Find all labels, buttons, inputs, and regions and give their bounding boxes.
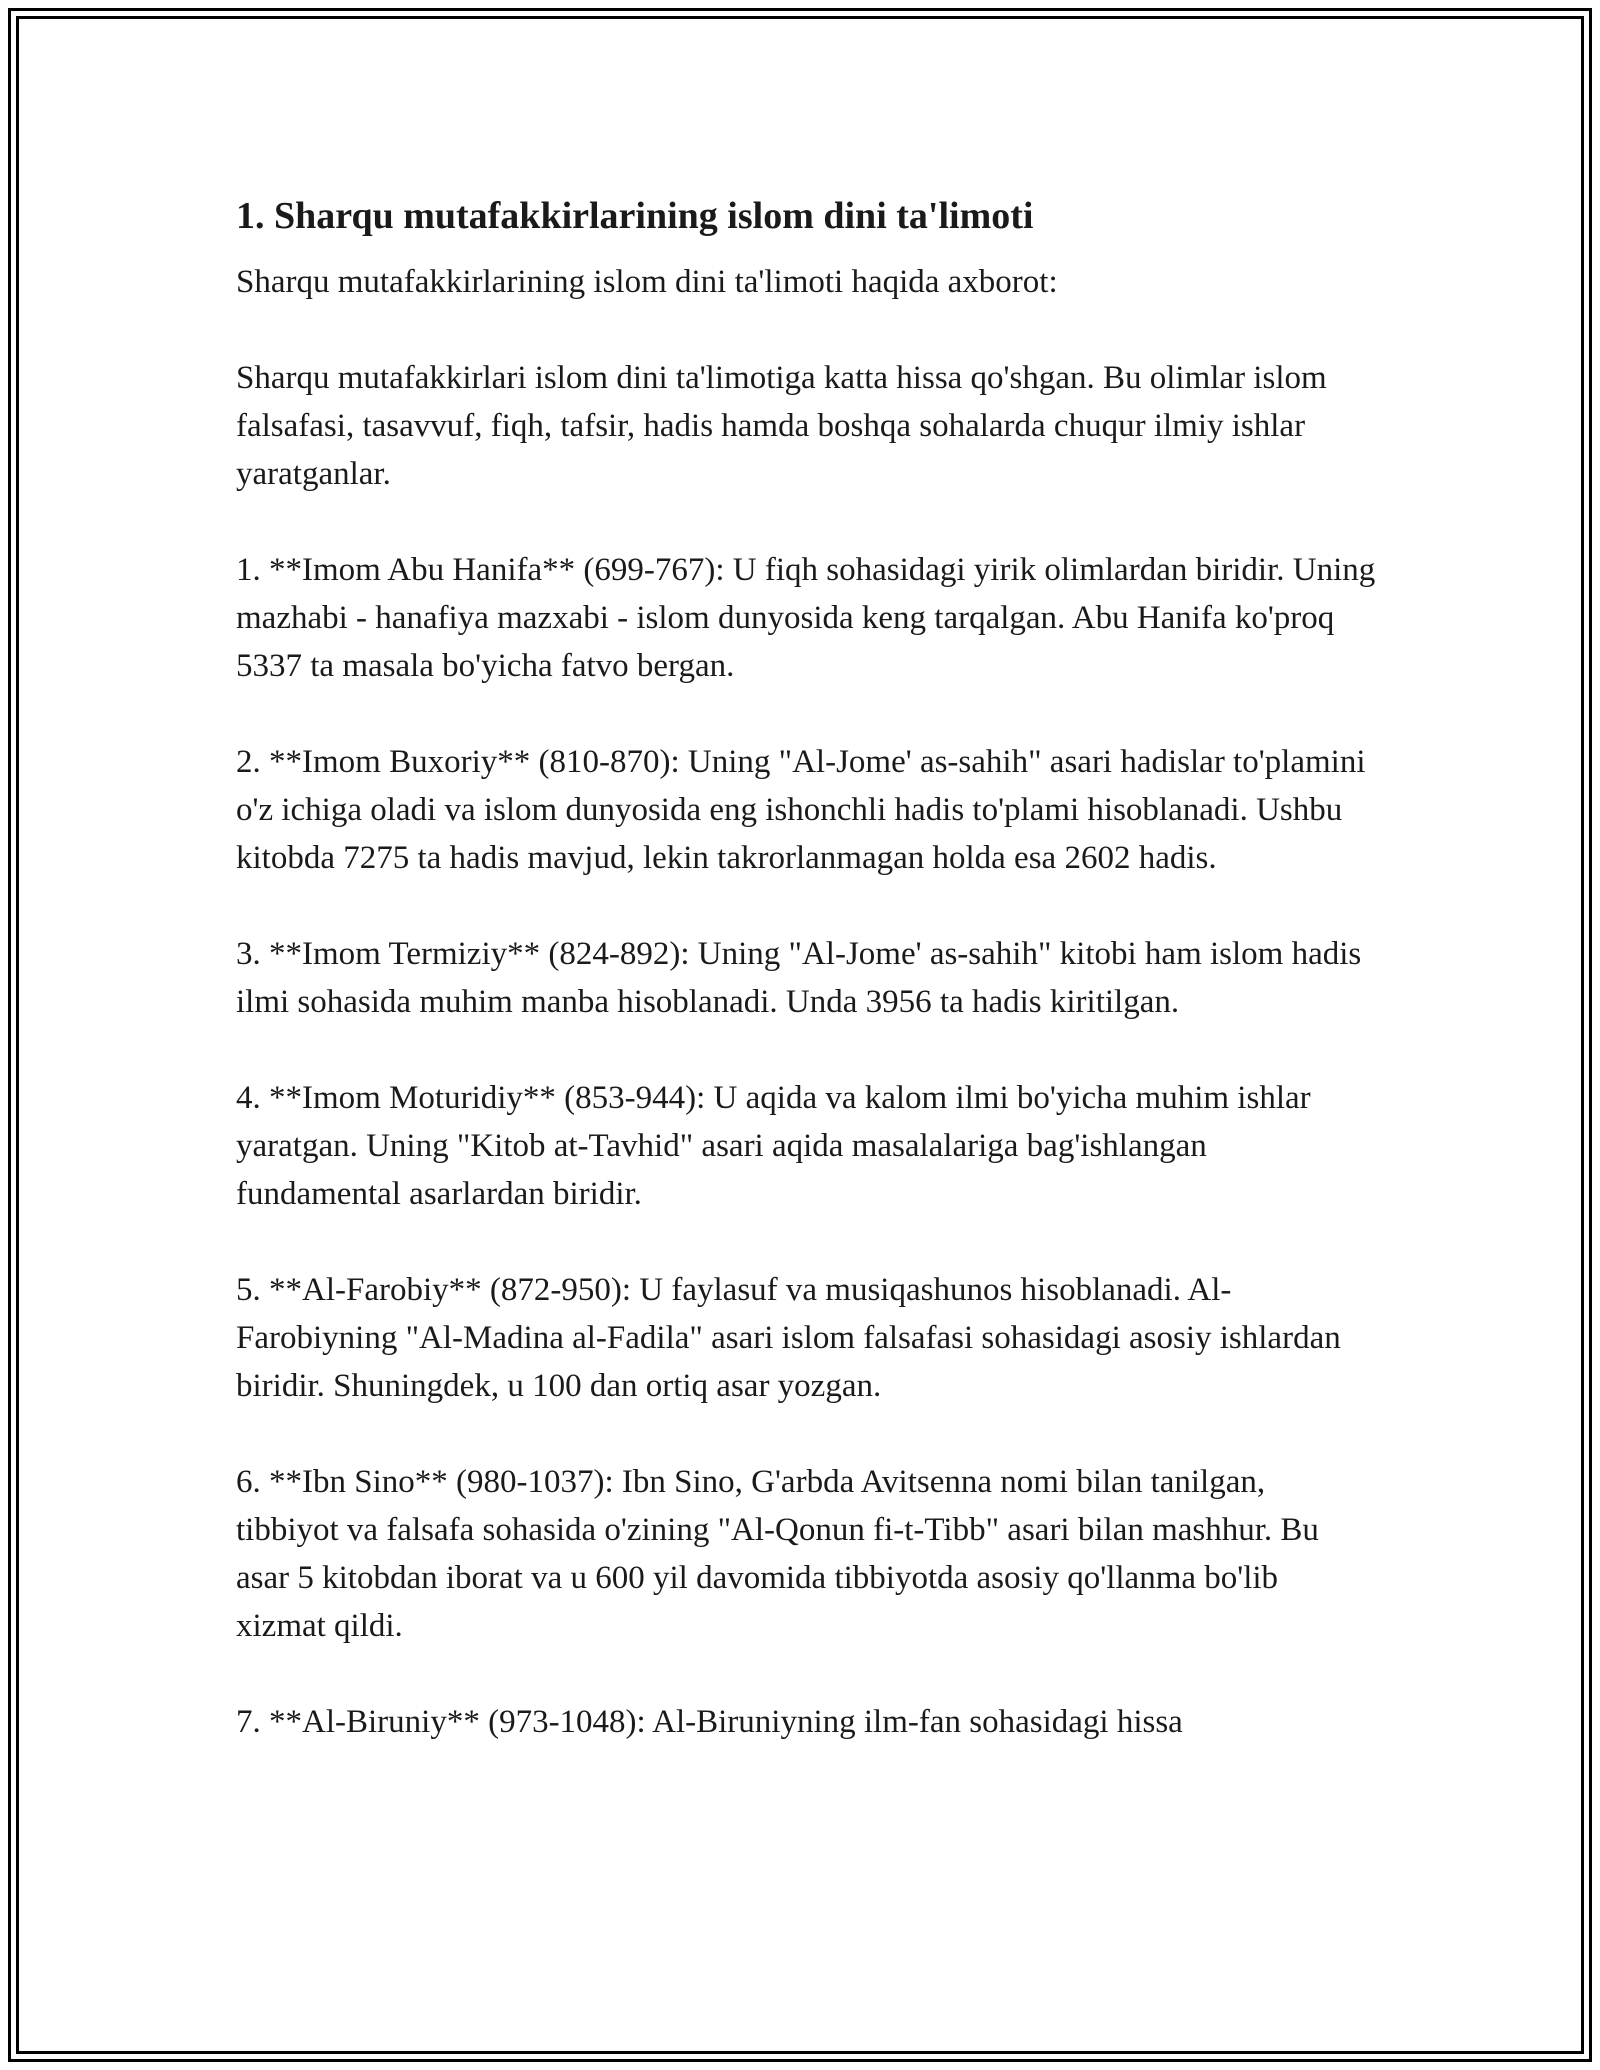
paragraph-buxoriy: 2. **Imom Buxoriy** (810-870): Uning "Al-Jome' as-sahih" asari hadislar to'plamini o'z ichiga oladi va islom dunyosida eng ishonchli hadis to'plami hisoblanadi. Ushbu kitobda 7275 ta hadis mavjud, lekin takrorlanmagan holda esa 2602 hadis. (236, 744, 1366, 876)
paragraph-farobiy: 5. **Al-Farobiy** (872-950): U faylasuf va musiqashunos hisoblanadi. Al-Farobiyning "Al-Madina al-Fadila" asari islom falsafasi sohasidagi asosiy ishlardan biridir. Shuningdek, u 100 dan ortiq asar yozgan. (236, 1272, 1341, 1404)
paragraph-biruniy: 7. **Al-Biruniy** (973-1048): Al-Biruniyning ilm-fan sohasidagi hissa (236, 1704, 1183, 1740)
paragraph-ibn-sino: 6. **Ibn Sino** (980-1037): Ibn Sino, G'arbda Avitsenna nomi bilan tanilgan, tibbiyot va falsafa sohasida o'zining "Al-Qonun fi-t-Tibb" asari bilan mashhur. Bu asar 5 kitobdan iborat va u 600 yil davomida tibbiyotda asosiy qo'llanma bo'lib xizmat qildi. (236, 1464, 1319, 1644)
paragraph-moturidiy: 4. **Imom Moturidiy** (853-944): U aqida va kalom ilmi bo'yicha muhim ishlar yaratgan. Uning "Kitob at-Tavhid" asari aqida masalalariga bag'ishlangan fundamental asarlardan biridir. (236, 1080, 1311, 1212)
page-title: 1. Sharqu mutafakkirlarining islom dini ta'limoti (236, 195, 1034, 237)
intro-line: Sharqu mutafakkirlarining islom dini ta'limoti haqida axborot: (236, 264, 1058, 300)
paragraph-termiziy: 3. **Imom Termiziy** (824-892): Uning "Al-Jome' as-sahih" kitobi ham islom hadis ilmi sohasida muhim manba hisoblanadi. Unda 3956 ta hadis kiritilgan. (236, 936, 1362, 1020)
paragraph-abu-hanifa: 1. **Imom Abu Hanifa** (699-767): U fiqh sohasidagi yirik olimlardan biridir. Uning mazhabi - hanafiya mazxabi - islom dunyosida keng tarqalgan. Abu Hanifa ko'proq 5337 ta masala bo'yicha fatvo bergan. (236, 552, 1376, 684)
paragraph-overview: Sharqu mutafakkirlari islom dini ta'limotiga katta hissa qo'shgan. Bu olimlar islom falsafasi, tasavvuf, fiqh, tafsir, hadis hamda boshqa sohalarda chuqur ilmiy ishlar yaratganlar. (236, 360, 1327, 492)
document-body (236, 192, 1376, 1746)
